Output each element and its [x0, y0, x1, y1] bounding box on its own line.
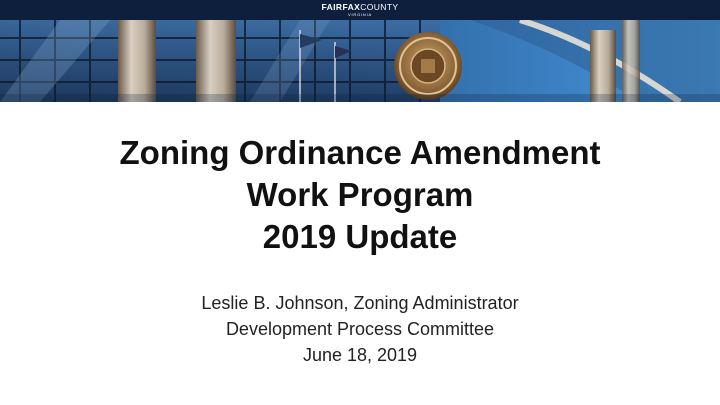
title-line-1: Zoning Ordinance Amendment: [119, 134, 601, 171]
slide-subtitle: [0, 290, 720, 368]
title-line-3: 2019 Update: [262, 218, 458, 255]
slide-title: [0, 132, 720, 258]
presenter-line: Leslie B. Johnson, Zoning Administrator: [201, 293, 519, 313]
header-bar: [0, 0, 720, 20]
logo-state: VIRGINIA: [348, 12, 372, 17]
logo-brand-light: COUNTY: [360, 2, 399, 12]
logo-brand-bold: FAIRFAX: [321, 2, 361, 12]
title-line-2: Work Program: [246, 176, 474, 213]
date-line: June 18, 2019: [302, 345, 418, 365]
county-logo: [322, 3, 399, 12]
building-banner-image: [0, 20, 720, 102]
committee-line: Development Process Committee: [225, 319, 495, 339]
